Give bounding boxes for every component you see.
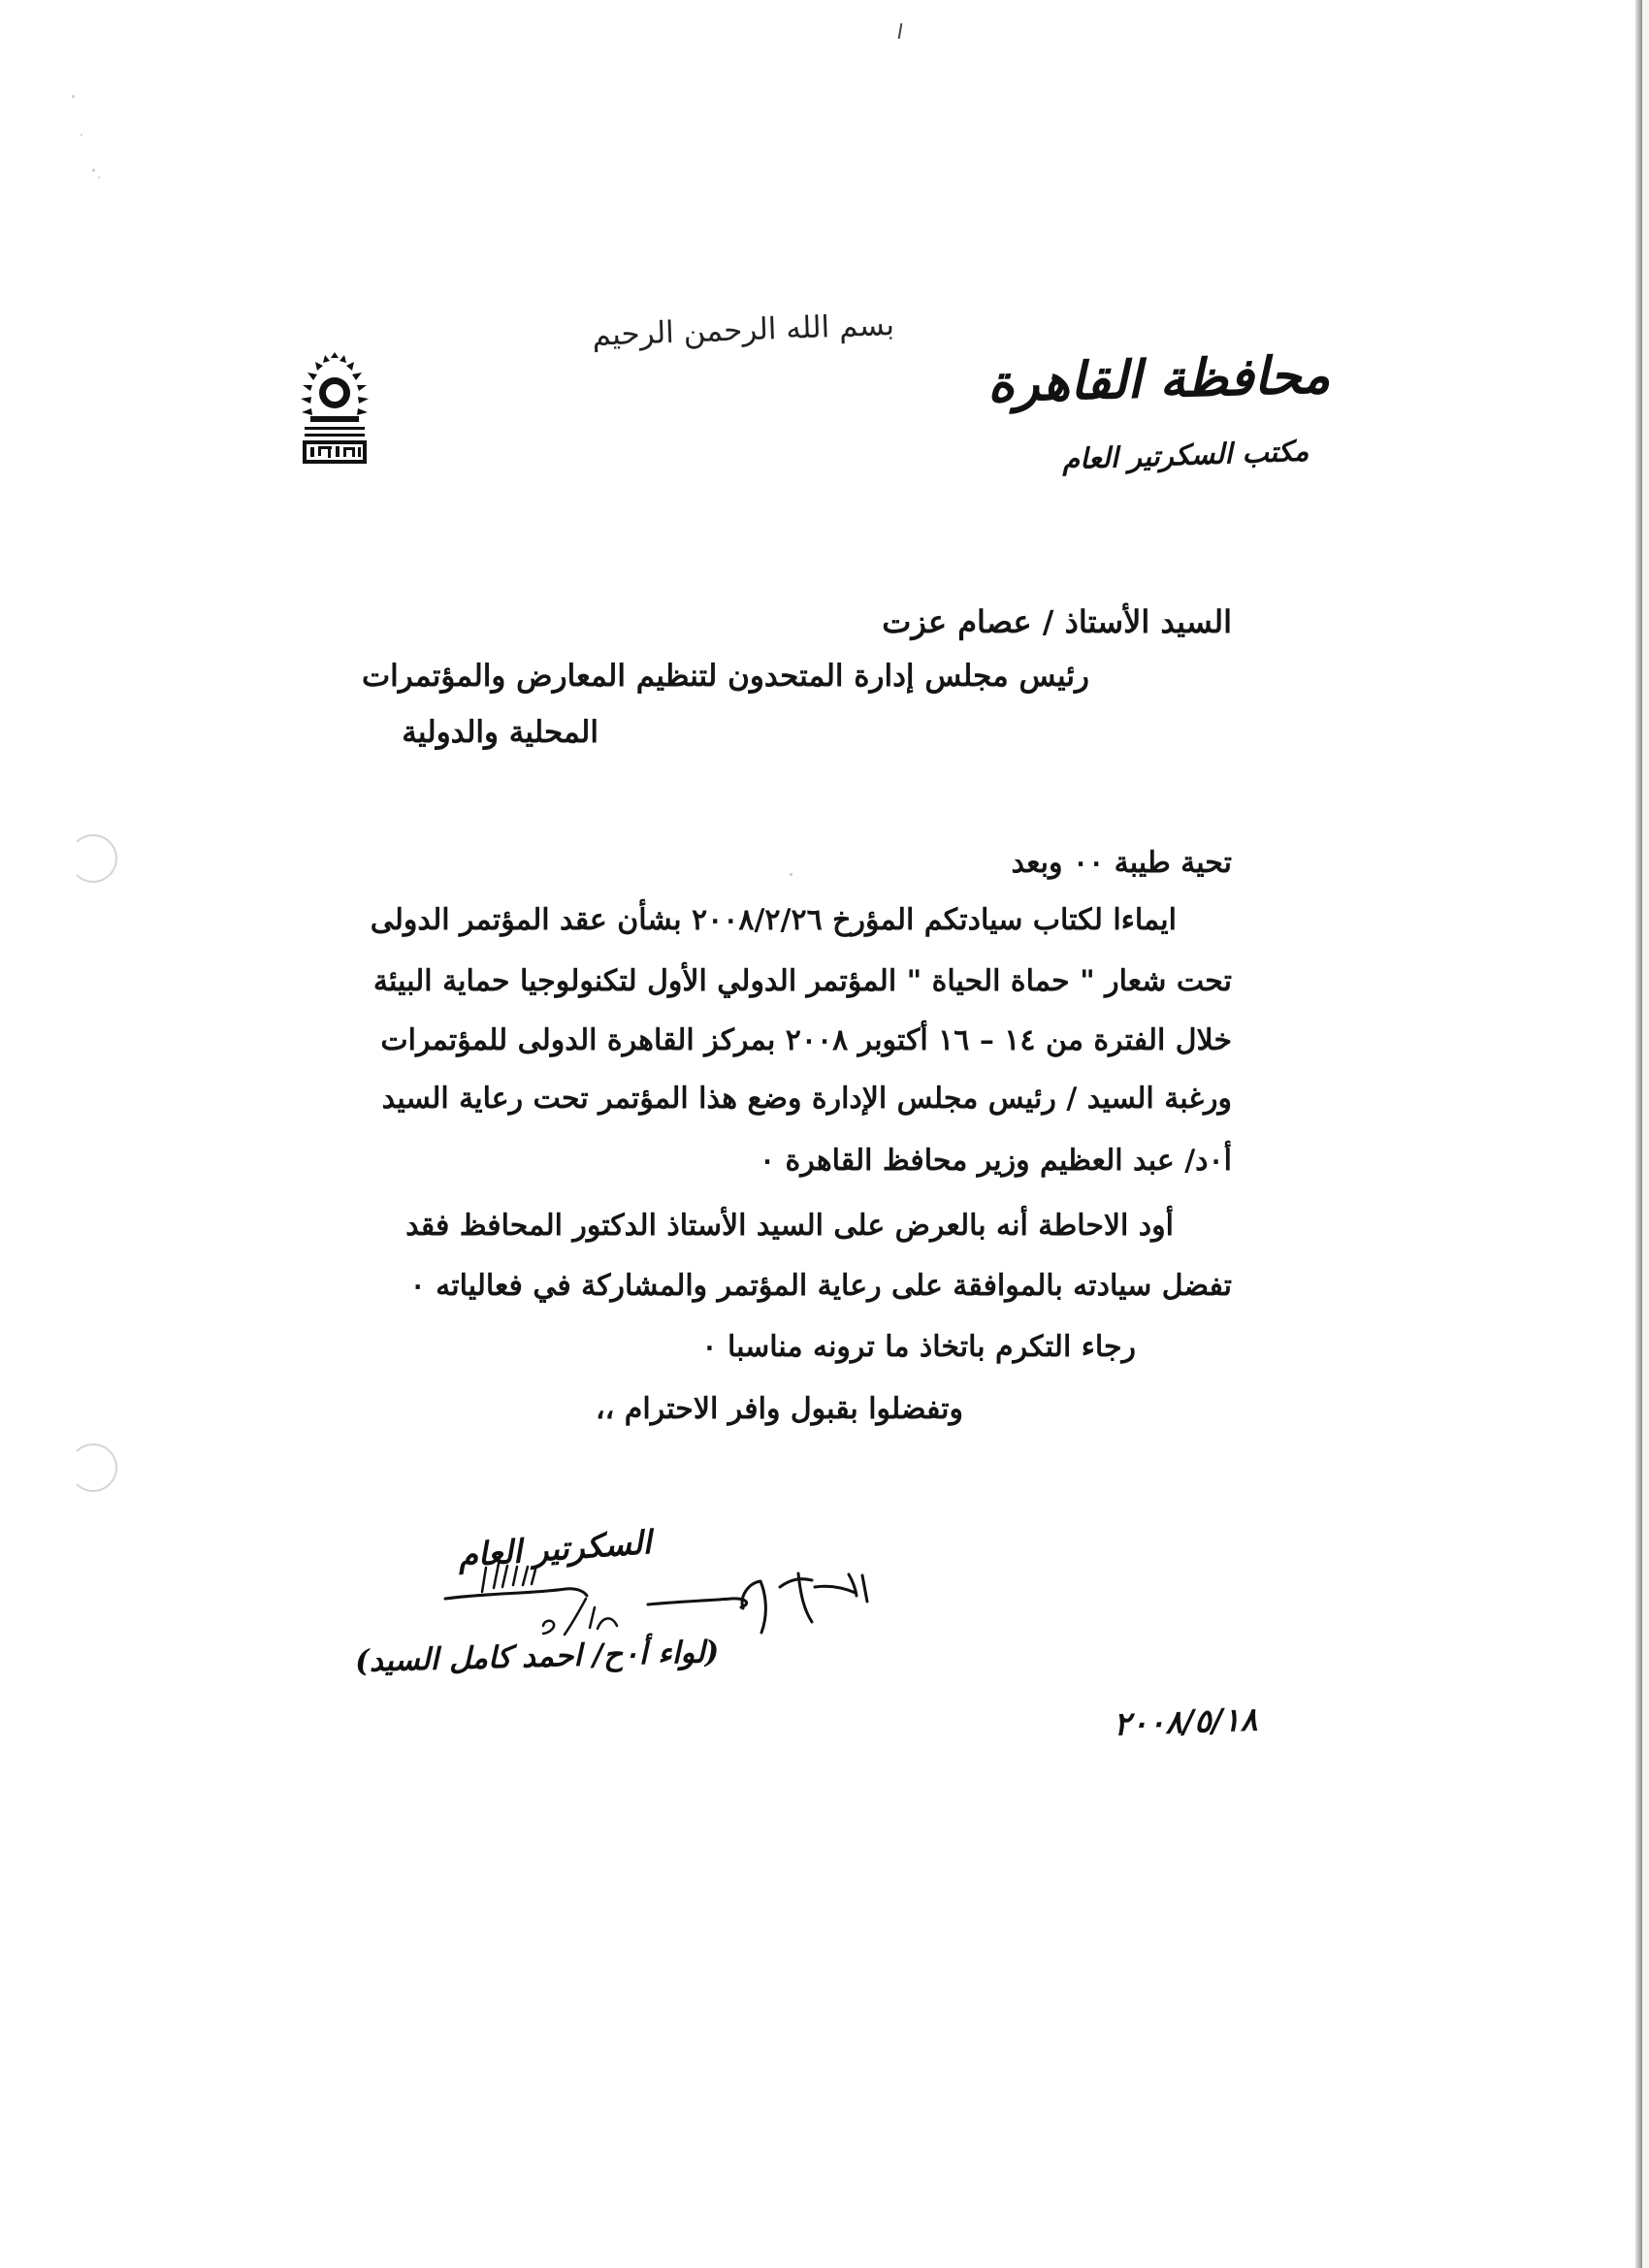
body-line: أود الاحاطة أنه بالعرض على السيد الأستاذ الدكتور المحافظ فقد	[405, 1209, 1174, 1243]
signature-title: السكرتير العام	[456, 1523, 653, 1574]
body-line: تفضل سيادته بالموافقة على رعاية المؤتمر والمشاركة في فعالياته ٠	[409, 1269, 1232, 1303]
basmala-header: بسم الله الرحمن الرحيم	[591, 307, 895, 353]
paper-speck	[92, 169, 95, 172]
body-line: خلال الفترة من ١٤ – ١٦ أكتوبر ٢٠٠٨ بمركز القاهرة الدولى للمؤتمرات	[380, 1023, 1232, 1057]
paper-speck	[81, 134, 82, 136]
body-line: أ٠د/ عبد العظيم وزير محافظ القاهرة ٠	[759, 1144, 1232, 1178]
cairo-governorate-emblem-icon	[291, 349, 378, 471]
paper-speck	[72, 95, 75, 98]
body-line: ورغبة السيد / رئيس مجلس الإدارة وضع هذا المؤتمر تحت رعاية السيد	[381, 1082, 1232, 1116]
punch-hole-bottom	[69, 1443, 117, 1492]
scan-edge-shadow	[1635, 0, 1642, 2268]
signatory-name: (لواء أ٠ح/ احمد كامل السيد)	[354, 1635, 720, 1679]
addressee-title-line-1: رئيس مجلس إدارة المتحدون لتنظيم المعارض والمؤتمرات	[361, 659, 1089, 694]
scan-mark	[898, 23, 903, 39]
body-line: وتفضلوا بقبول وافر الاحترام ،،	[595, 1392, 963, 1426]
paper-speck	[98, 177, 100, 178]
document-date: ٢٠٠٨/٥/١٨	[1113, 1700, 1258, 1743]
governorate-title: محافظة القاهرة	[986, 344, 1331, 414]
addressee-name: السيد الأستاذ / عصام عزت	[882, 603, 1232, 640]
body-line: ايماءا لكتاب سيادتكم المؤرخ ٢٠٠٨/٢/٢٦ بشأن عقد المؤتمر الدولى	[370, 903, 1177, 937]
salutation: تحية طيبة ٠٠ وبعد	[1011, 846, 1232, 880]
body-line: تحت شعار " حماة الحياة " المؤتمر الدولي الأول لتكنولوجيا حماية البيئة	[372, 964, 1232, 998]
punch-hole-top	[69, 834, 117, 883]
addressee-title-line-2: المحلية والدولية	[402, 715, 598, 750]
office-title: مكتب السكرتير العام	[1061, 434, 1310, 476]
body-line: رجاء التكرم باتخاذ ما ترونه مناسبا ٠	[701, 1330, 1136, 1364]
